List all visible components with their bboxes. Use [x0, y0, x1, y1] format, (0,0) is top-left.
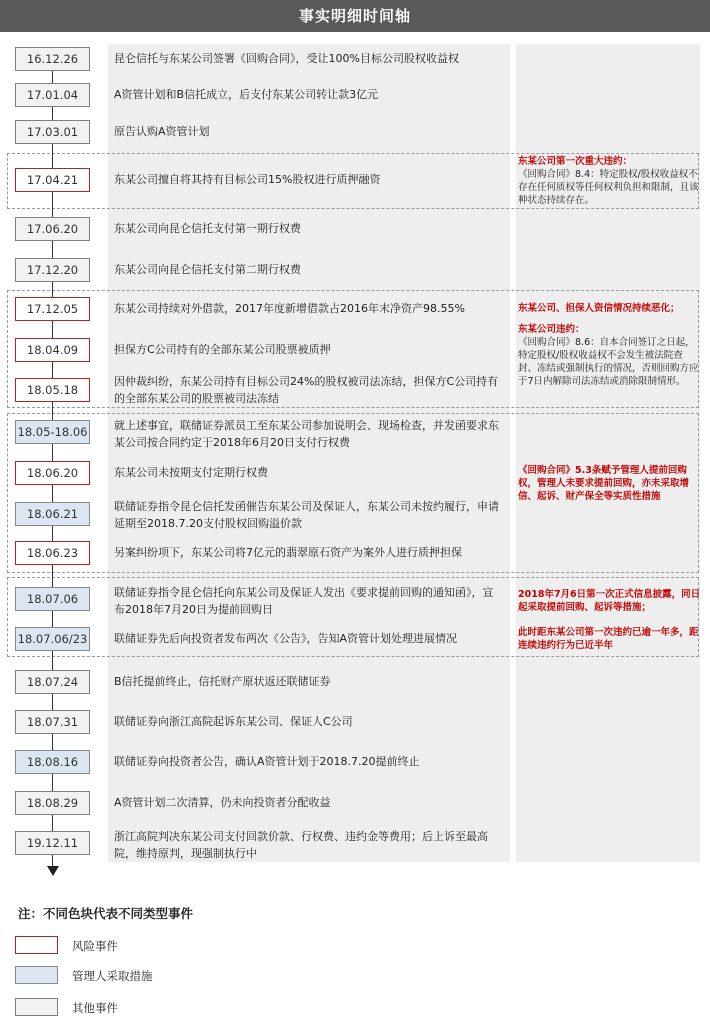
event-date: 17.03.01	[15, 120, 90, 144]
legend-swatch-other	[15, 998, 58, 1016]
event-date: 18.08.29	[15, 791, 90, 815]
legend-label-action: 管理人采取措施	[72, 969, 153, 983]
event-date: 16.12.26	[15, 47, 90, 71]
event-description: 东某公司擅自将其持有目标公司15%股权进行质押融资	[114, 173, 381, 186]
event-description: 东某公司持续对外借款，2017年度新增借款占2016年末净资产98.55%	[114, 302, 465, 315]
event-description: 因仲裁纠纷，东某公司持有目标公司24%的股权被司法冻结，担保方C公司持有的全部东某公司的股票被司法冻结	[114, 375, 499, 405]
page-title: 事实明细时间轴	[0, 0, 710, 32]
event-date: 17.01.04	[15, 83, 90, 107]
event-description: 联储证券向投资者公告，确认A资管计划于2018.7.20提前终止	[114, 755, 420, 768]
event-description: 联储证券指令昆仑信托向东某公司及保证人发出《要求提前回购的通知函》，宣布2018年7月20日为提前回购日	[114, 586, 494, 616]
event-date: 19.12.11	[15, 831, 90, 855]
event-description: A资管计划二次清算，仍未向投资者分配收益	[114, 796, 331, 809]
event-description: 东某公司向昆仑信托支付第二期行权费	[114, 263, 301, 276]
event-date: 18.07.06/23	[15, 627, 90, 651]
event-date: 18.07.31	[15, 710, 90, 734]
note-heading: 东某公司、担保人资信情况持续恶化；	[518, 303, 680, 314]
event-date: 18.07.24	[15, 670, 90, 694]
event-description: 昆仑信托与东某公司签署《回购合同》，受让100%目标公司股权收益权	[114, 52, 459, 65]
event-description: 联储证券向浙江高院起诉东某公司、保证人C公司	[114, 715, 353, 728]
note-breach-2	[518, 302, 701, 388]
event-date: 18.08.16	[15, 750, 90, 774]
note-breach-1	[518, 155, 701, 207]
event-description: B信托提前终止，信托财产原状返还联储证券	[114, 675, 331, 688]
event-description: 联储证券指令昆仑信托发函催告东某公司及保证人，东某公司未按约履行，申请延期至2018.7.20支付股权回购溢价款	[114, 500, 499, 530]
note-disclosure: 2018年7月6日第一次正式信息披露，同日起采取提前回购、起诉等措施；	[518, 589, 701, 613]
note-body: 《回购合同》8.6：自本合同签订之日起，特定股权/股权收益权不会发生被法院查封、冻结或强制执行的情况，否则回购方应于7日内解除司法冻结或消除限制情形。	[518, 337, 699, 387]
event-description: 担保方C公司持有的全部东某公司股票被质押	[114, 343, 331, 356]
note-subheading: 东某公司违约：	[518, 324, 585, 335]
timeline-arrow-icon	[47, 866, 59, 876]
legend-swatch-risk	[15, 936, 58, 954]
legend-label-risk: 风险事件	[72, 939, 118, 953]
event-date: 18.05.18	[15, 378, 90, 402]
legend-title: 注：不同色块代表不同类型事件	[18, 906, 194, 921]
note-body: 《回购合同》8.4：特定股权/股权收益权不存在任何质权等任何权利负担和限制，且该种状态持续存在。	[518, 169, 699, 206]
event-description: A资管计划和B信托成立，后支付东某公司转让款3亿元	[114, 88, 379, 101]
event-date: 18.05-18.06	[15, 420, 90, 444]
event-date: 18.06.21	[15, 502, 90, 526]
event-date: 18.07.06	[15, 587, 90, 611]
event-date: 17.12.20	[15, 258, 90, 282]
event-description: 另案纠纷项下，东某公司将7亿元的翡翠原石资产为案外人进行质押担保	[114, 546, 462, 559]
event-description: 东某公司未按期支付定期行权费	[114, 466, 268, 479]
legend-label-other: 其他事件	[72, 1001, 118, 1015]
event-date: 17.12.05	[15, 297, 90, 321]
event-description: 联储证券先后向投资者发布两次《公告》，告知A资管计划处理进展情况	[114, 632, 458, 645]
event-date: 18.06.20	[15, 461, 90, 485]
event-description: 就上述事宜，联储证券派员工至东某公司参加说明会、现场检查，并发函要求东某公司按合同约定于2018年6月20日支付行权费	[114, 419, 499, 449]
note-delay: 此时距东某公司第一次违约已逾一年多，距连续违约行为已近半年	[518, 627, 699, 651]
event-date: 17.04.21	[15, 168, 90, 192]
note-repurchase-right: 《回购合同》5.3条赋予管理人提前回购权，管理人未要求提前回购，亦未采取增信、起诉、财产保全等实质性措施	[518, 465, 690, 502]
legend-swatch-action	[15, 966, 58, 984]
event-date: 18.04.09	[15, 338, 90, 362]
event-date: 17.06.20	[15, 217, 90, 241]
note-heading: 东某公司第一次重大违约：	[518, 156, 633, 167]
event-description: 浙江高院判决东某公司支付回款价款、行权费、违约金等费用；后上诉至最高院，维持原判，现强制执行中	[114, 830, 488, 860]
event-description: 东某公司向昆仑信托支付第一期行权费	[114, 222, 301, 235]
event-date: 18.06.23	[15, 541, 90, 565]
event-description: 原告认购A资管计划	[114, 125, 210, 138]
